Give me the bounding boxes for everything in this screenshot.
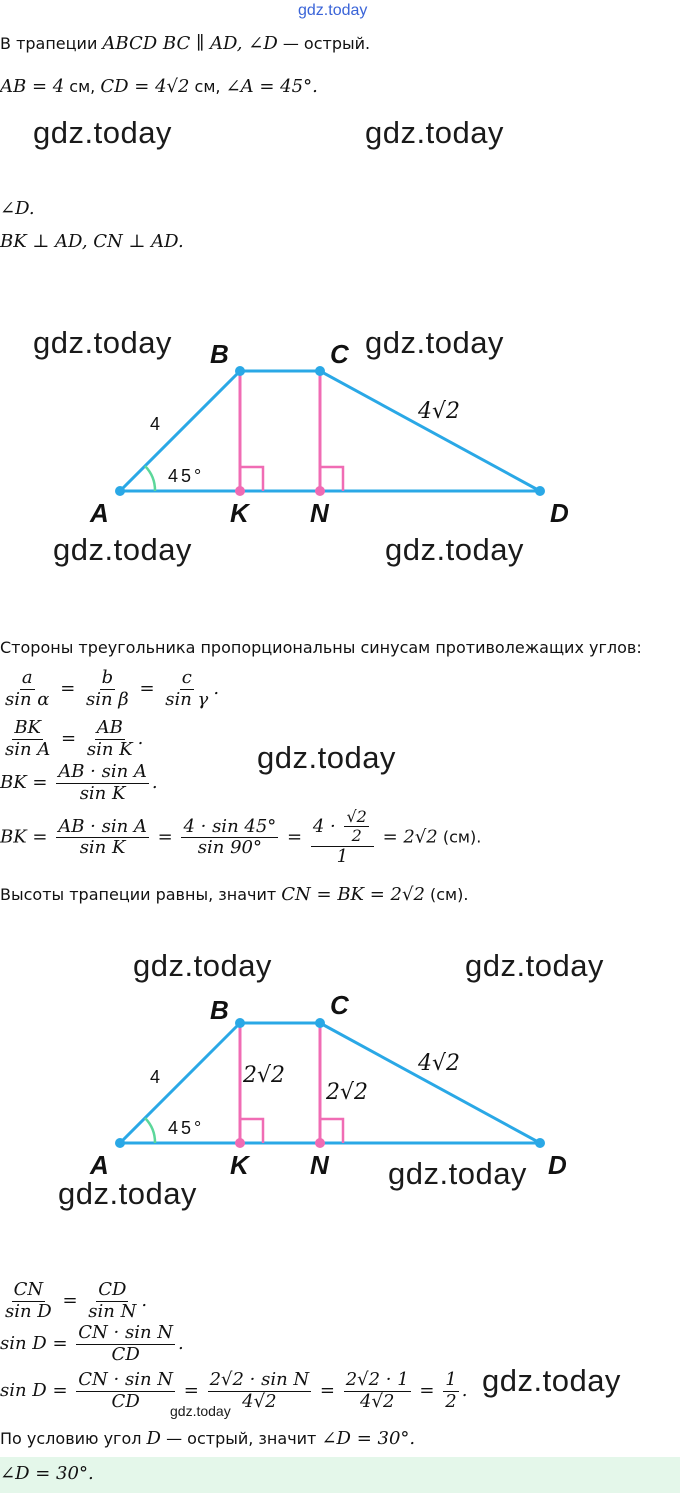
- point-k: [235, 1138, 245, 1148]
- trapezoid-diagram-1: [0, 300, 680, 610]
- given-cd: CD = 4√2: [100, 76, 190, 97]
- label-b: B: [210, 339, 229, 369]
- watermark: gdz.today: [33, 115, 172, 150]
- angle-a-value: 45°: [168, 1118, 205, 1138]
- bk-expression: BK = $\frac{\text{AB · sin A}}{\text{sin K}}$ .: [0, 761, 158, 804]
- given-line-1: [0, 33, 370, 54]
- side-ab-length: 4: [150, 414, 161, 434]
- watermark: gdz.today: [365, 115, 504, 150]
- watermark: gdz.today: [465, 952, 604, 983]
- label-k: K: [230, 498, 249, 528]
- label-c: C: [330, 339, 349, 369]
- label-d: D: [548, 1150, 567, 1180]
- point-d: [535, 1138, 545, 1148]
- watermark: gdz.today: [385, 532, 524, 567]
- point-n: [315, 486, 325, 496]
- bk-calculation: BK = $\frac{\text{AB · sin A}}{\text{sin K}}$ = $\frac{4 \cdot \sin 45^\circ}{\sin 90^\circ}$ = 4 · $\frac{√2}{2}$ 1 = 2√2 (см).: [0, 807, 482, 867]
- side-cd-length: 4√2: [418, 399, 461, 424]
- watermark: gdz.today: [482, 1363, 621, 1398]
- watermark: gdz.today: [53, 532, 192, 567]
- find-line: ∠D.: [0, 198, 35, 219]
- ratio-cn: $\frac{CN}{\text{sin D}}$ = $\frac{CD}{\text{sin N}}$ .: [5, 1279, 148, 1322]
- label-k: K: [230, 1150, 249, 1180]
- watermark-top: gdz.today: [298, 2, 368, 19]
- watermark-small: gdz.today: [170, 1403, 231, 1419]
- label-d: D: [550, 498, 569, 528]
- point-n: [315, 1138, 325, 1148]
- watermark: gdz.today: [33, 325, 172, 360]
- point-a: [115, 1138, 125, 1148]
- given-angle: ∠A = 45°.: [225, 76, 318, 97]
- given-ab: AB = 4: [0, 76, 65, 97]
- side-cd: [320, 371, 540, 491]
- trapezoid-diagram-2: [0, 952, 680, 1232]
- angle-a-arc: [145, 1118, 155, 1143]
- sine-law-formula: $\frac{a}{\text{sin α}}$ = $\frac{b}{\text{sin β}}$ = $\frac{c}{\text{sin γ}}$ .: [5, 667, 220, 710]
- conclusion-line: По условию угол D — острый, значит ∠D = 30°.: [0, 1428, 416, 1449]
- point-b: [235, 366, 245, 376]
- angle-a-arc: [145, 466, 155, 491]
- label-n: N: [310, 498, 329, 528]
- height-cn-length: 2√2: [326, 1080, 369, 1105]
- given-math: ABCD BC ∥ AD, ∠D: [102, 33, 278, 54]
- point-c: [315, 1018, 325, 1028]
- height-bk-length: 2√2: [243, 1063, 286, 1088]
- sind-expression: sin D = $\frac{\text{CN · sin N}}{CD}$ .: [0, 1322, 184, 1365]
- given-cm-1: см,: [64, 77, 101, 96]
- label-n: N: [310, 1150, 329, 1180]
- point-b: [235, 1018, 245, 1028]
- given-line-2: [0, 76, 318, 97]
- sine-law-text: Стороны треугольника пропорциональны синусам противолежащих углов:: [0, 638, 642, 657]
- angle-a-value: 45°: [168, 466, 205, 486]
- point-k: [235, 486, 245, 496]
- watermark: gdz.today: [133, 952, 272, 983]
- given-cm-2: см,: [189, 77, 226, 96]
- side-cd-length: 4√2: [418, 1051, 461, 1076]
- label-a: A: [90, 1150, 109, 1180]
- point-c: [315, 366, 325, 376]
- given-suffix: — острый.: [277, 34, 371, 53]
- point-a: [115, 486, 125, 496]
- point-d: [535, 486, 545, 496]
- watermark: gdz.today: [257, 740, 396, 775]
- heights-line: Высоты трапеции равны, значит CN = BK = 2√2 (см).: [0, 884, 469, 905]
- construct-line: BK ⊥ AD, CN ⊥ AD.: [0, 231, 184, 252]
- given-text: В трапеции: [0, 34, 103, 53]
- label-c: C: [330, 990, 349, 1020]
- answer-text: ∠D = 30°.: [0, 1463, 94, 1484]
- watermark: gdz.today: [388, 1156, 527, 1191]
- answer-box: [0, 1457, 680, 1493]
- ratio-bk: $\frac{BK}{\text{sin A}}$ = $\frac{AB}{\text{sin K}}$ .: [5, 717, 144, 760]
- watermark: gdz.today: [58, 1176, 197, 1211]
- side-ab-length: 4: [150, 1067, 161, 1087]
- sind-calculation: sin D = $\frac{\text{CN · sin N}}{CD}$ = $\frac{\text{2√2 · sin N}}{4√2}$ = $\frac{2√2 \cdot 1}{4√2}$ = $\frac{1}{2}$ .: [0, 1369, 468, 1412]
- watermark: gdz.today: [365, 325, 504, 360]
- label-a: A: [90, 498, 109, 528]
- label-b: B: [210, 995, 229, 1025]
